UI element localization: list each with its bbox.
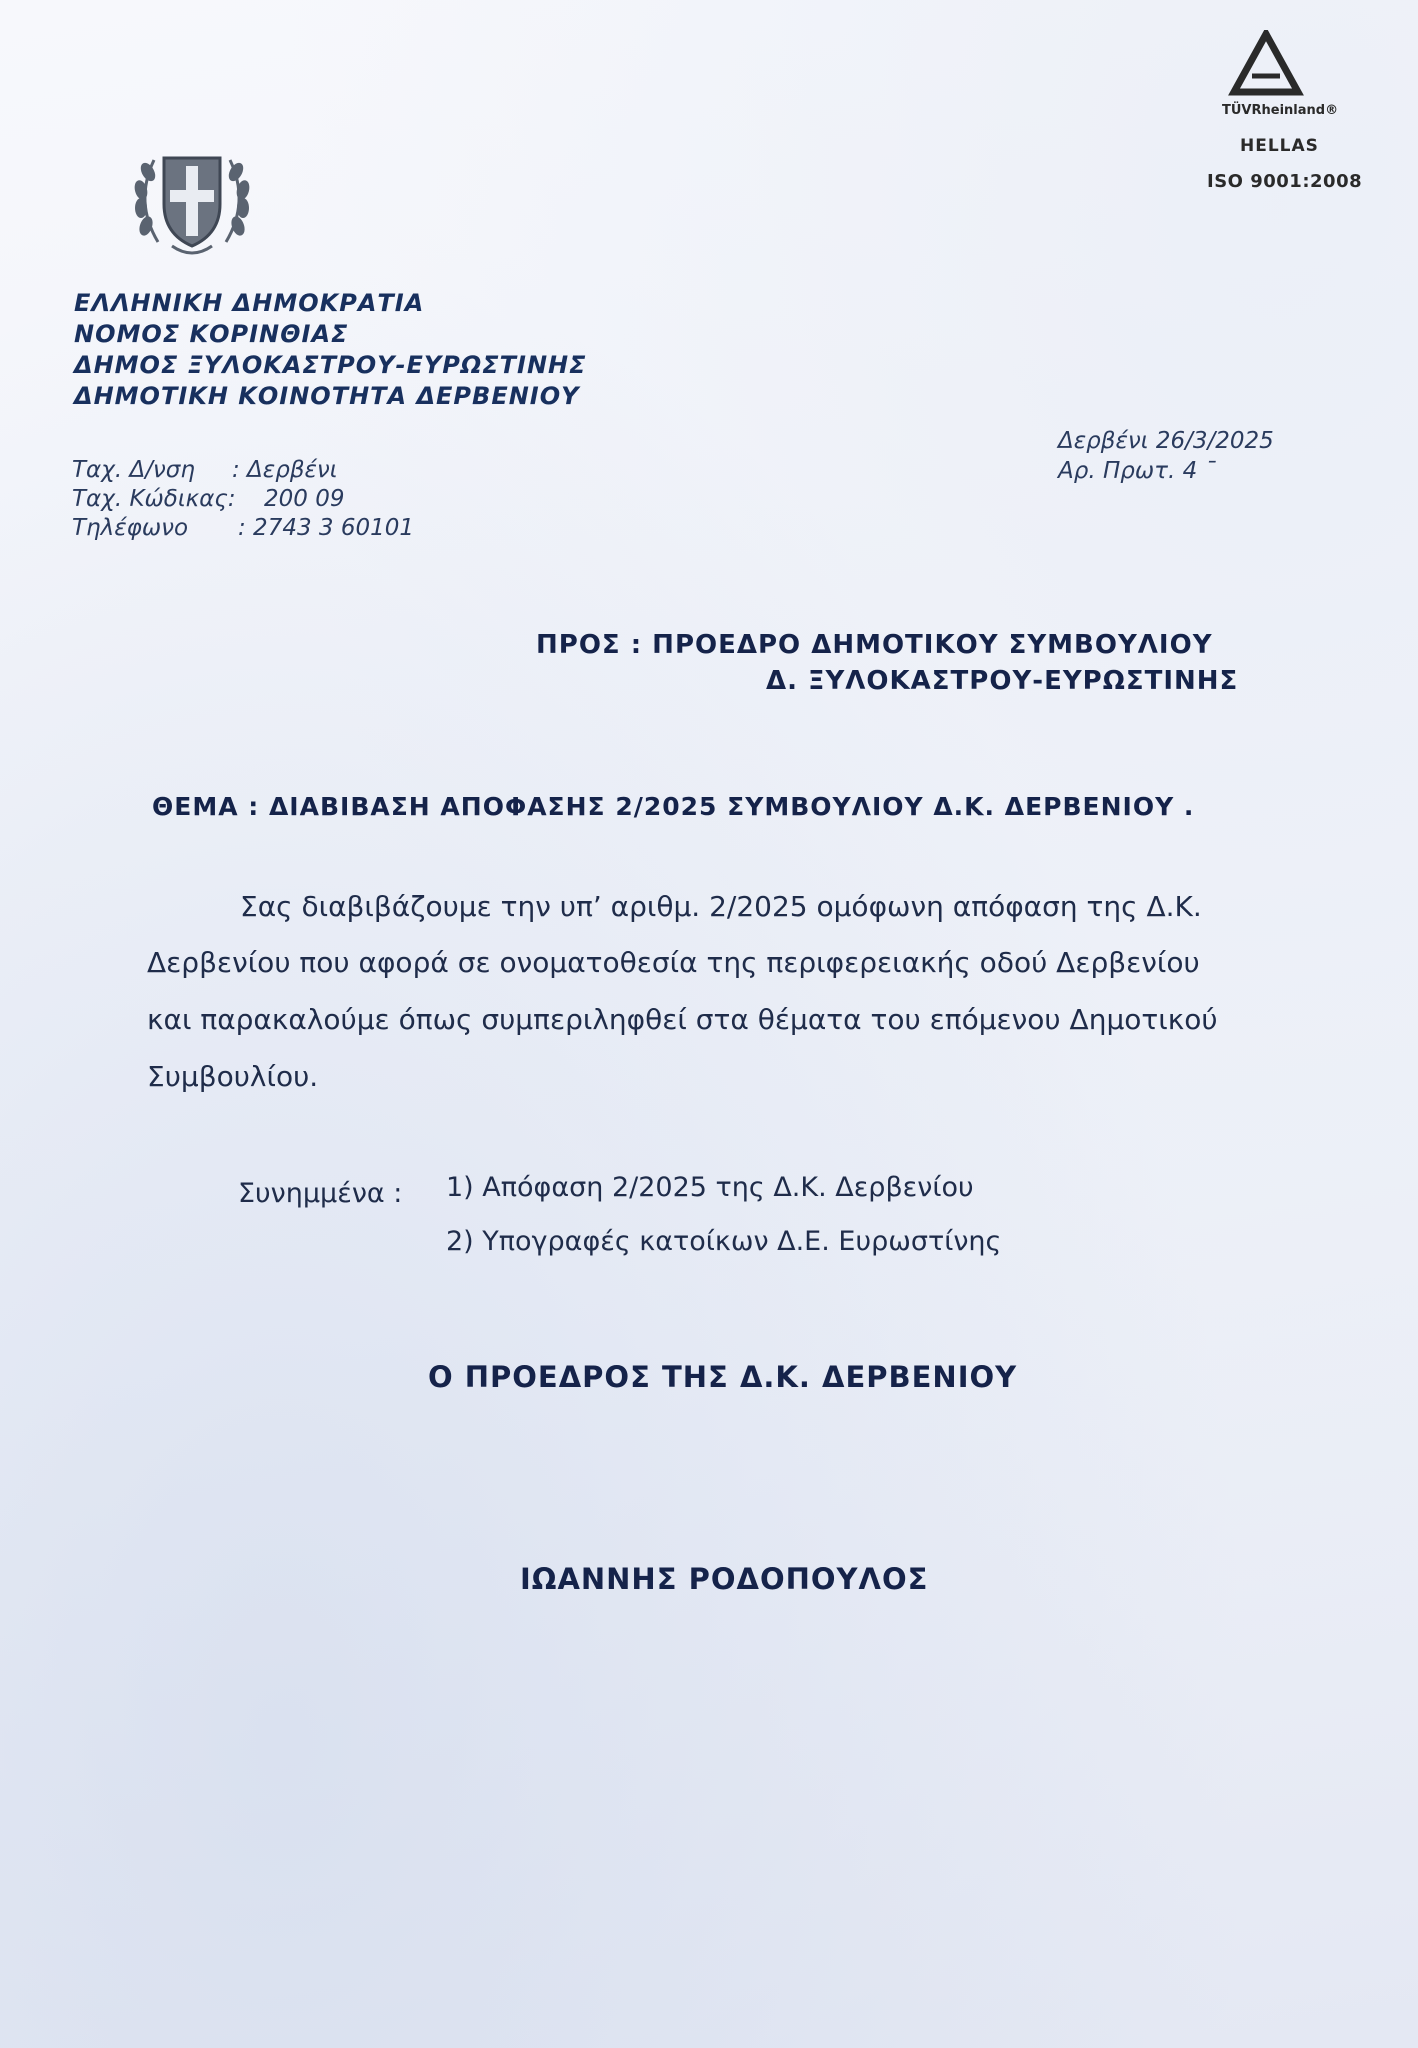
contact-label: Ταχ. Δ/νση <box>72 457 195 483</box>
body-line: και παρακαλούμε όπως συμπεριληφθεί στα θέματα του επόμενου Δημοτικού <box>147 1003 1218 1036</box>
signatory-name: ΙΩΑΝΝΗΣ ΡΟΔΟΠΟΥΛΟΣ <box>520 1562 929 1596</box>
contact-value: : Δερβένι <box>232 457 338 483</box>
certification-brand: TÜVRheinland® <box>1222 103 1339 118</box>
contact-label: Ταχ. Κώδικας: <box>72 486 236 512</box>
certification-standard: ISO 9001:2008 <box>1207 171 1363 192</box>
signatory-title: Ο ΠΡΟΕΔΡΟΣ ΤΗΣ Δ.Κ. ΔΕΡΒΕΝΙΟΥ <box>428 1360 1018 1394</box>
authority-line: ΕΛΛΗΝΙΚΗ ΔΗΜΟΚΡΑΤΙΑ <box>74 289 425 317</box>
body-line: Δερβενίου που αφορά σε ονοματοθεσία της περιφερειακής οδού Δερβενίου <box>147 946 1200 979</box>
authority-line: ΔΗΜΟΣ ΞΥΛΟΚΑΣΤΡΟΥ-ΕΥΡΩΣΤΙΝΗΣ <box>74 351 587 379</box>
authority-line: ΔΗΜΟΤΙΚΗ ΚΟΙΝΟΤΗΤΑ ΔΕΡΒΕΝΙΟΥ <box>74 382 580 410</box>
authority-line: ΝΟΜΟΣ ΚΟΡΙΝΘΙΑΣ <box>74 320 349 348</box>
protocol-number: Αρ. Πρωτ. 4 ˉ <box>1058 458 1217 484</box>
greek-emblem-icon <box>128 142 256 260</box>
certification-region: HELLAS <box>1240 136 1319 156</box>
recipient-line: Δ. ΞΥΛΟΚΑΣΤΡΟΥ-ΕΥΡΩΣΤΙΝΗΣ <box>766 666 1239 696</box>
tuv-logo-icon <box>1226 30 1306 100</box>
recipient-line: ΠΡΟΣ : ΠΡΟΕΔΡΟ ΔΗΜΟΤΙΚΟΥ ΣΥΜΒΟΥΛΙΟΥ <box>536 630 1213 660</box>
contact-label: Τηλέφωνο <box>72 515 189 541</box>
contact-value: : 2743 3 60101 <box>238 515 415 541</box>
document-subject: ΘΕΜΑ : ΔΙΑΒΙΒΑΣΗ ΑΠΟΦΑΣΗΣ 2/2025 ΣΥΜΒΟΥΛΙΟΥ Δ.Κ. ΔΕΡΒΕΝΙΟΥ . <box>152 792 1195 821</box>
contact-row <box>72 486 345 512</box>
attachment-item: 1) Απόφαση 2/2025 της Δ.Κ. Δερβενίου <box>446 1172 974 1203</box>
body-line: Συμβουλίου. <box>147 1060 319 1093</box>
attachments-label: Συνημμένα : <box>238 1178 403 1209</box>
document-date: Δερβένι 26/3/2025 <box>1058 428 1274 454</box>
contact-row <box>72 457 338 483</box>
attachment-item: 2) Υπογραφές κατοίκων Δ.Ε. Ευρωστίνης <box>446 1226 1002 1257</box>
contact-value: 200 09 <box>264 486 345 512</box>
contact-row <box>72 515 415 541</box>
body-line: Σας διαβιβάζουμε την υπ’ αριθμ. 2/2025 ομόφωνη απόφαση της Δ.Κ. <box>240 890 1202 923</box>
